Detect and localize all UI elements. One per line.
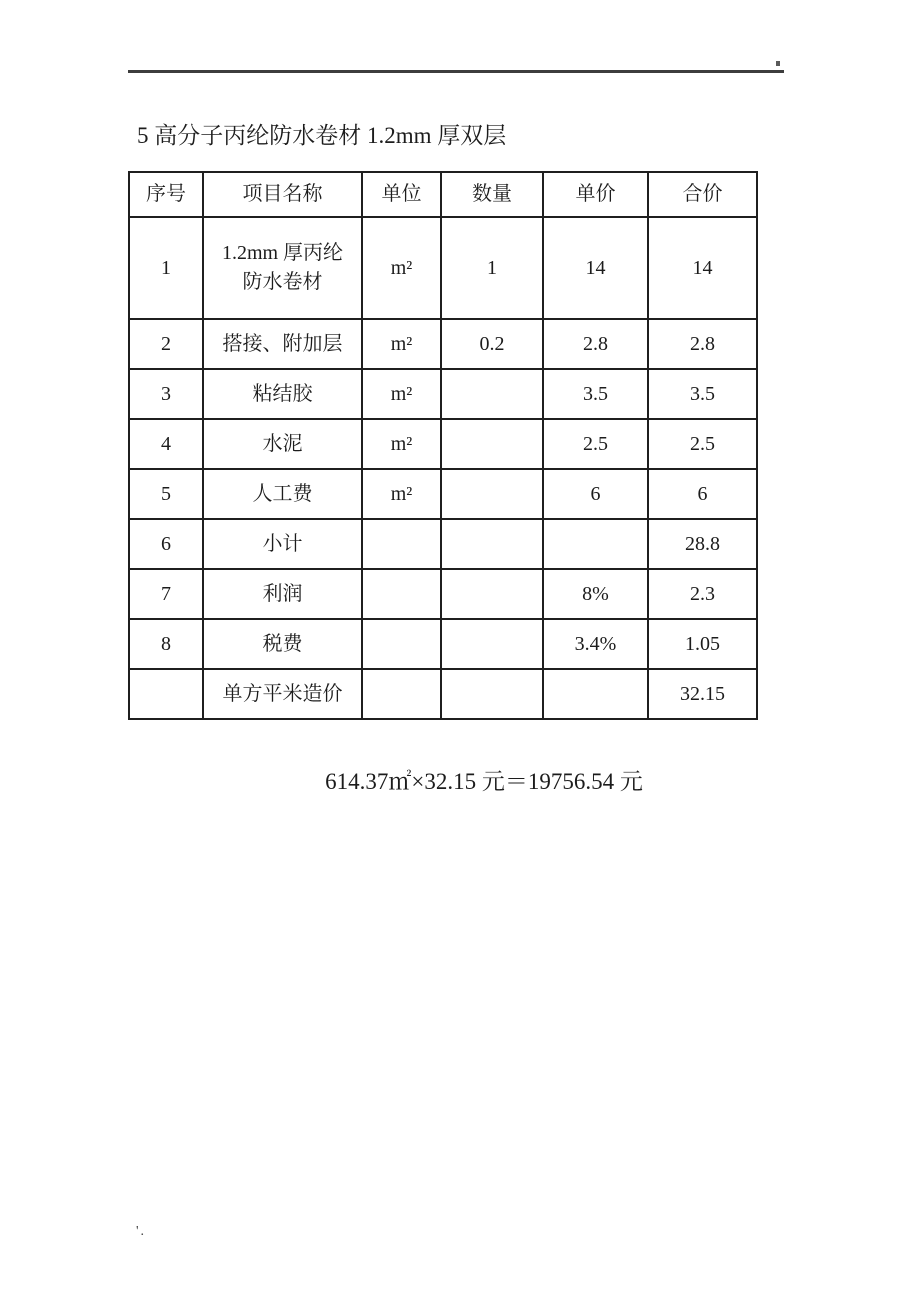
cell-unit: m² xyxy=(362,369,441,419)
cell-unit xyxy=(362,519,441,569)
cell-unit-price: 6 xyxy=(543,469,648,519)
cell-total: 1.05 xyxy=(648,619,757,669)
cell-total: 3.5 xyxy=(648,369,757,419)
cell-unit-price: 8% xyxy=(543,569,648,619)
col-header-unit-price: 单价 xyxy=(543,172,648,217)
cell-total: 32.15 xyxy=(648,669,757,719)
cell-seq: 7 xyxy=(129,569,203,619)
cell-quantity xyxy=(441,369,543,419)
cell-unit-price: 2.5 xyxy=(543,419,648,469)
cell-name: 税费 xyxy=(203,619,362,669)
cell-quantity: 0.2 xyxy=(441,319,543,369)
cell-unit: m² xyxy=(362,419,441,469)
table-row xyxy=(129,217,757,319)
stray-mark-top-right xyxy=(776,61,780,66)
cell-unit-price: 3.5 xyxy=(543,369,648,419)
cell-name: 单方平米造价 xyxy=(203,669,362,719)
cell-total: 14 xyxy=(648,217,757,319)
cell-seq xyxy=(129,669,203,719)
col-header-quantity: 数量 xyxy=(441,172,543,217)
table-row xyxy=(129,669,757,719)
table-row xyxy=(129,569,757,619)
cell-name: 小计 xyxy=(203,519,362,569)
cell-quantity xyxy=(441,419,543,469)
cell-quantity: 1 xyxy=(441,217,543,319)
section-title: 5 高分子丙纶防水卷材 1.2mm 厚双层 xyxy=(137,123,507,148)
table-row xyxy=(129,519,757,569)
cell-unit xyxy=(362,569,441,619)
cell-seq: 5 xyxy=(129,469,203,519)
cell-unit: m² xyxy=(362,217,441,319)
cell-total: 2.8 xyxy=(648,319,757,369)
stray-mark-bottom-left: '. xyxy=(136,1224,147,1239)
cell-name: 1.2mm 厚丙纶防水卷材 xyxy=(203,217,362,319)
cell-unit: m² xyxy=(362,319,441,369)
table-row xyxy=(129,319,757,369)
table-row xyxy=(129,469,757,519)
cell-unit xyxy=(362,619,441,669)
col-header-item-name: 项目名称 xyxy=(203,172,362,217)
col-header-total: 合价 xyxy=(648,172,757,217)
cell-seq: 8 xyxy=(129,619,203,669)
table-row xyxy=(129,419,757,469)
cell-seq: 1 xyxy=(129,217,203,319)
cell-name: 利润 xyxy=(203,569,362,619)
header-rule xyxy=(128,70,784,73)
cell-unit-price xyxy=(543,669,648,719)
cell-quantity xyxy=(441,569,543,619)
table-header-row xyxy=(129,172,757,217)
col-header-seq: 序号 xyxy=(129,172,203,217)
cost-table xyxy=(128,171,758,720)
cell-total: 28.8 xyxy=(648,519,757,569)
col-header-unit: 单位 xyxy=(362,172,441,217)
cell-quantity xyxy=(441,669,543,719)
cell-total: 6 xyxy=(648,469,757,519)
cell-unit: m² xyxy=(362,469,441,519)
cell-total: 2.5 xyxy=(648,419,757,469)
cell-name: 水泥 xyxy=(203,419,362,469)
cell-total: 2.3 xyxy=(648,569,757,619)
cell-name: 粘结胶 xyxy=(203,369,362,419)
cell-quantity xyxy=(441,519,543,569)
cell-seq: 4 xyxy=(129,419,203,469)
cell-unit-price: 2.8 xyxy=(543,319,648,369)
table-row xyxy=(129,369,757,419)
cell-unit-price: 3.4% xyxy=(543,619,648,669)
cell-seq: 6 xyxy=(129,519,203,569)
cell-seq: 2 xyxy=(129,319,203,369)
total-cost-formula: 614.37㎡×32.15 元＝19756.54 元 xyxy=(325,769,643,794)
cell-quantity xyxy=(441,469,543,519)
cell-name: 人工费 xyxy=(203,469,362,519)
cell-seq: 3 xyxy=(129,369,203,419)
cell-unit-price: 14 xyxy=(543,217,648,319)
cell-unit-price xyxy=(543,519,648,569)
cell-quantity xyxy=(441,619,543,669)
cell-name: 搭接、附加层 xyxy=(203,319,362,369)
table-row xyxy=(129,619,757,669)
cell-unit xyxy=(362,669,441,719)
